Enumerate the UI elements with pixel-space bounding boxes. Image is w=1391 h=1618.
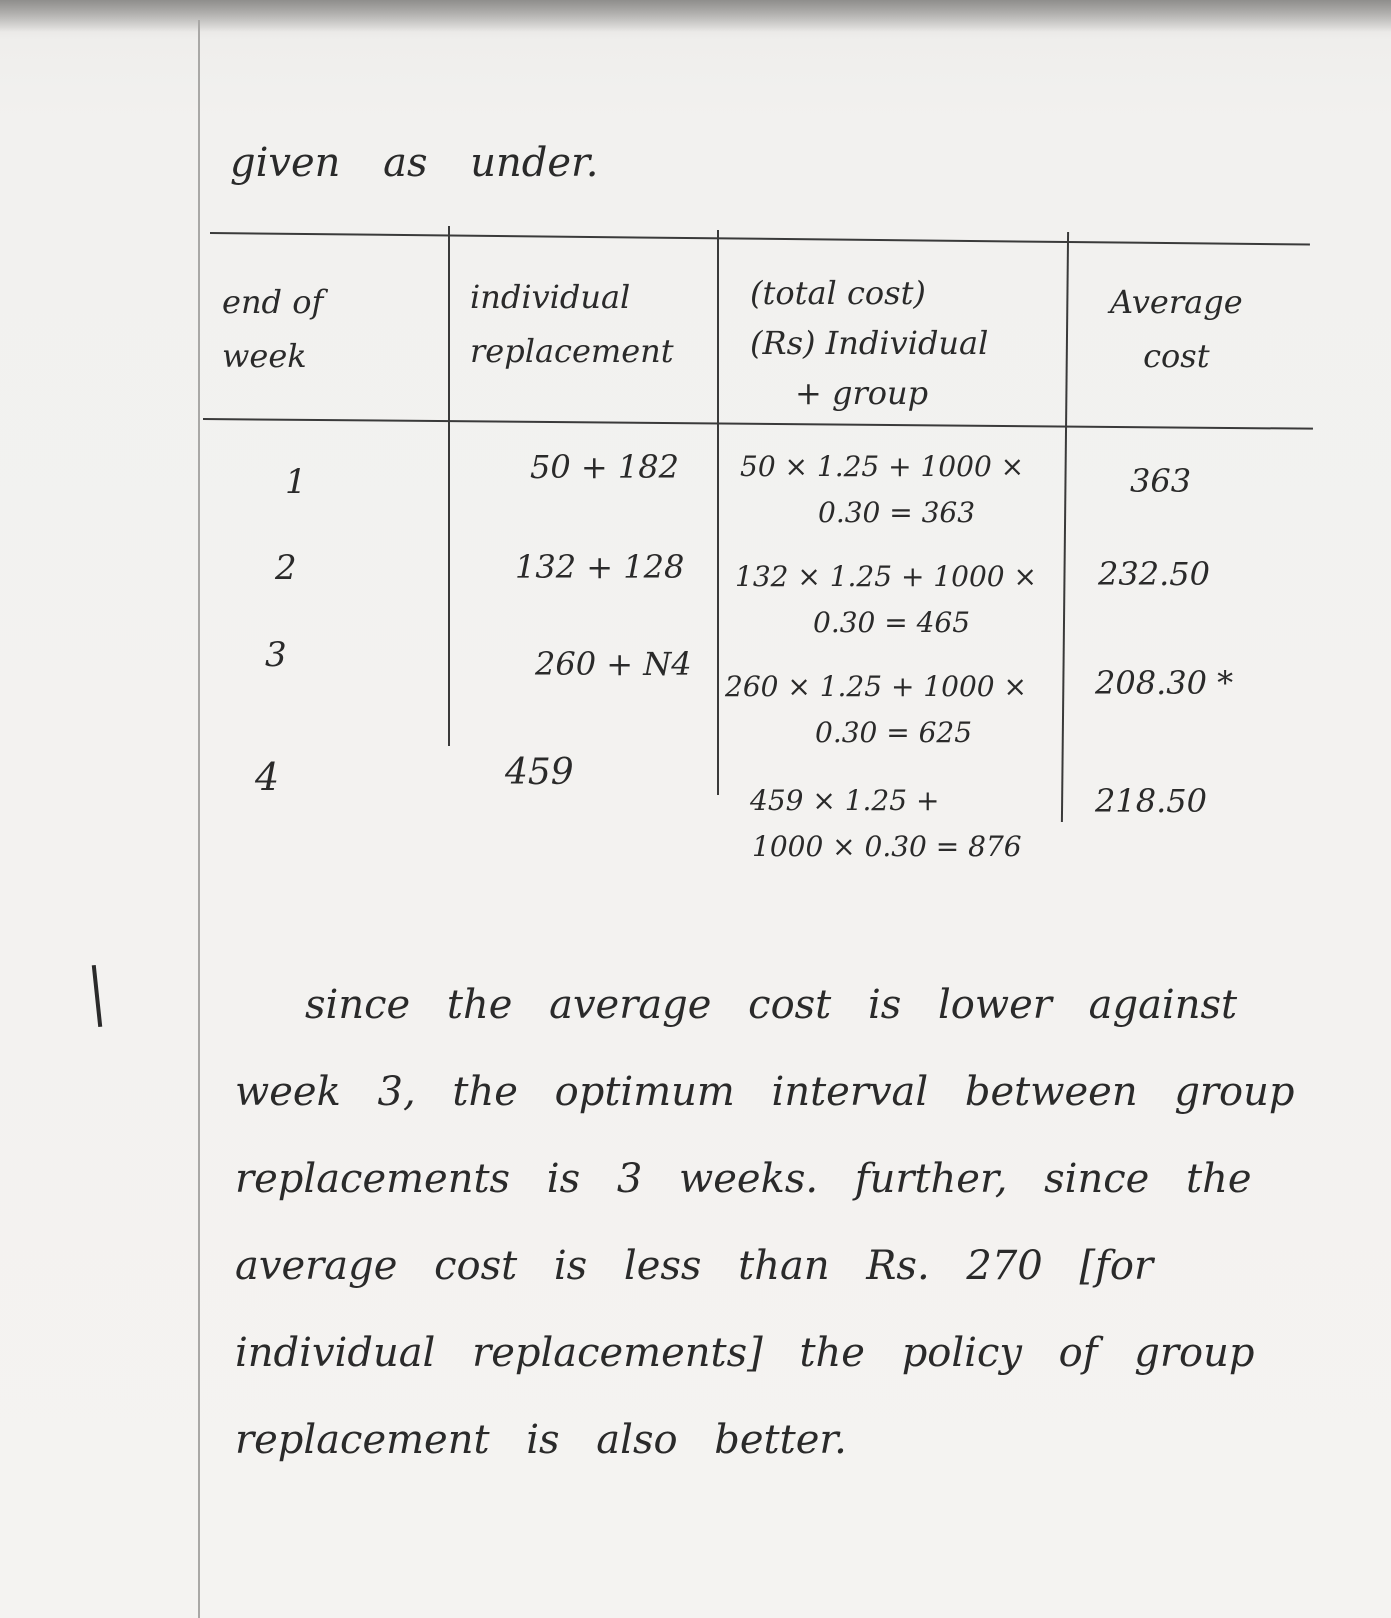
row-4-replacement: 459	[505, 752, 574, 793]
conclusion-paragraph: since the average cost is lower against week 3, the optimum interval between group replacements is 3 weeks. further, since the average cost is less than Rs. 270 [for individual replacements] the policy of group replacement is also better.	[235, 982, 1295, 1463]
page-top-shadow	[0, 0, 1391, 32]
row-1-average: 363	[1130, 462, 1192, 500]
header-average-cost: Average cost	[1110, 283, 1243, 375]
table-top-rule	[210, 232, 1310, 246]
row-3-replacement: 260 + N4	[535, 645, 692, 683]
row-1-calculation: 50 × 1.25 + 1000 × 0.30 = 363	[740, 450, 1025, 529]
header-end-of-week: end of week	[222, 283, 324, 375]
table-col-divider-2	[717, 230, 719, 795]
row-4-average: 218.50	[1095, 782, 1207, 820]
row-4-week: 4	[255, 755, 280, 799]
row-2-week: 2	[275, 548, 297, 588]
margin-line	[198, 20, 200, 1618]
row-2-calculation: 132 × 1.25 + 1000 × 0.30 = 465	[735, 560, 1037, 639]
row-1-week: 1	[285, 462, 307, 502]
margin-stroke-mark	[92, 965, 102, 1027]
header-total-cost: (total cost) (Rs) Individual + group	[750, 274, 989, 412]
row-4-calculation: 459 × 1.25 + 1000 × 0.30 = 876	[750, 784, 1022, 863]
table-col-divider-3	[1061, 232, 1069, 822]
row-2-replacement: 132 + 128	[515, 548, 685, 586]
row-2-average: 232.50	[1098, 555, 1210, 593]
table-header-rule	[203, 418, 1313, 430]
row-3-average: 208.30 *	[1095, 664, 1234, 702]
row-3-calculation: 260 × 1.25 + 1000 × 0.30 = 625	[725, 670, 1027, 749]
table-col-divider-1	[448, 226, 450, 746]
header-individual-replacement: individual replacement	[470, 278, 674, 370]
row-3-week: 3	[265, 635, 287, 675]
intro-text: given as under.	[230, 140, 599, 186]
row-1-replacement: 50 + 182	[530, 448, 679, 486]
